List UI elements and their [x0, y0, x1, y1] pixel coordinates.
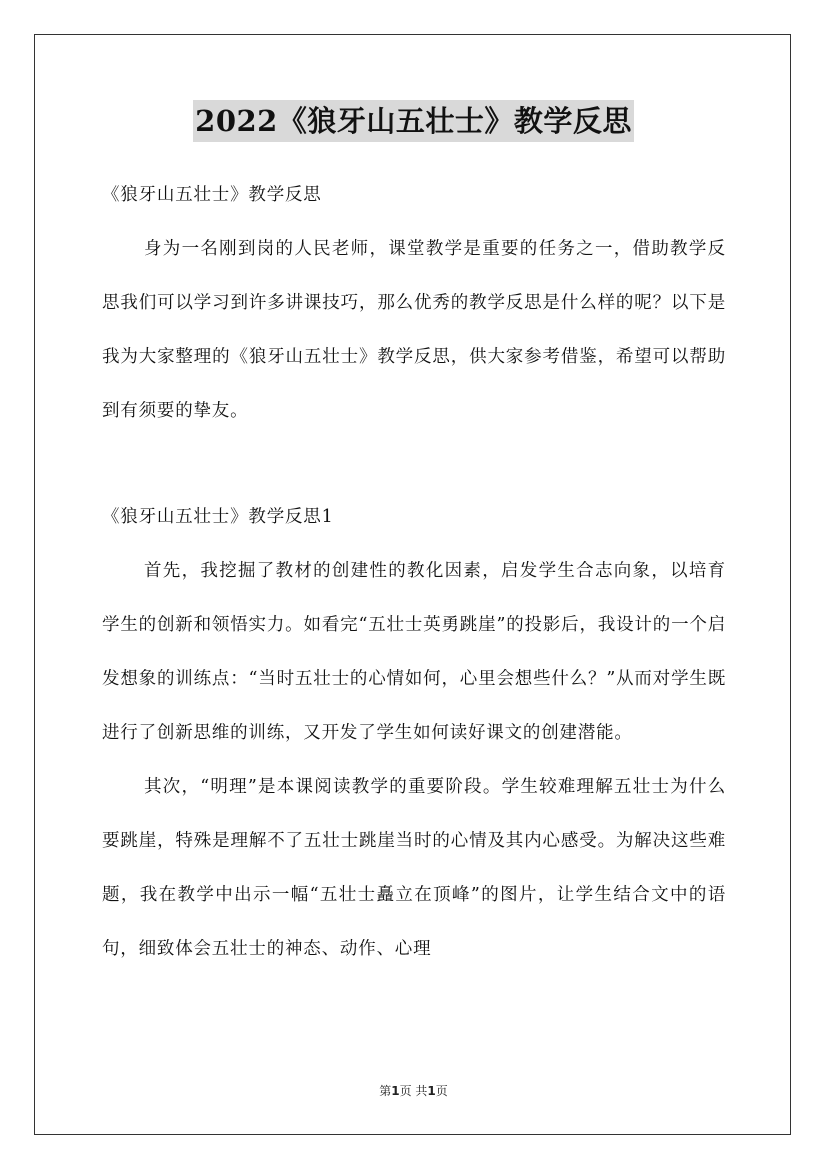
footer-page-suffix: 页 [435, 1084, 448, 1098]
document-subtitle: 《狼牙山五壮士》教学反思 [102, 185, 322, 205]
intro-paragraph: 身为一名刚到岗的人民老师，课堂教学是重要的任务之一，借助教学反思我们可以学习到许多讲课技巧，那么优秀的教学反思是什么样的呢？以下是我为大家整理的《狼牙山五壮士》教学反思，供大家参考借鉴，希望可以帮助到有须要的挚友。 [102, 239, 726, 421]
footer-page-mid: 页 共 [399, 1084, 428, 1098]
title-container [0, 100, 827, 142]
page-footer [0, 1082, 827, 1099]
section1-paragraph-2: 其次，“明理”是本课阅读教学的重要阶段。学生较难理解五壮士为什么要跳崖，特殊是理解不了五壮士跳崖当时的心情及其内心感受。为解决这些难题，我在教学中出示一幅“五壮士矗立在顶峰”的图片，让学生结合文中的语句，细致体会五壮士的神态、动作、心理 [102, 777, 726, 959]
footer-page-total: 1 [427, 1084, 436, 1098]
section1-heading: 《狼牙山五壮士》教学反思1 [102, 507, 334, 527]
section-gap [102, 438, 726, 490]
section1-paragraph-1: 首先，我挖掘了教材的创建性的教化因素，启发学生合志向象，以培育学生的创新和领悟实力。如看完“五壮士英勇跳崖”的投影后，我设计的一个启发想象的训练点：“当时五壮士的心情如何，心里会想些什么？”从而对学生既进行了创新思维的训练，又开发了学生如何读好课文的创建潜能。 [102, 561, 726, 743]
document-title: 2022《狼牙山五壮士》教学反思 [193, 100, 634, 142]
document-body [102, 168, 726, 976]
footer-page-prefix: 第 [379, 1084, 392, 1098]
footer-page-current: 1 [391, 1084, 400, 1098]
